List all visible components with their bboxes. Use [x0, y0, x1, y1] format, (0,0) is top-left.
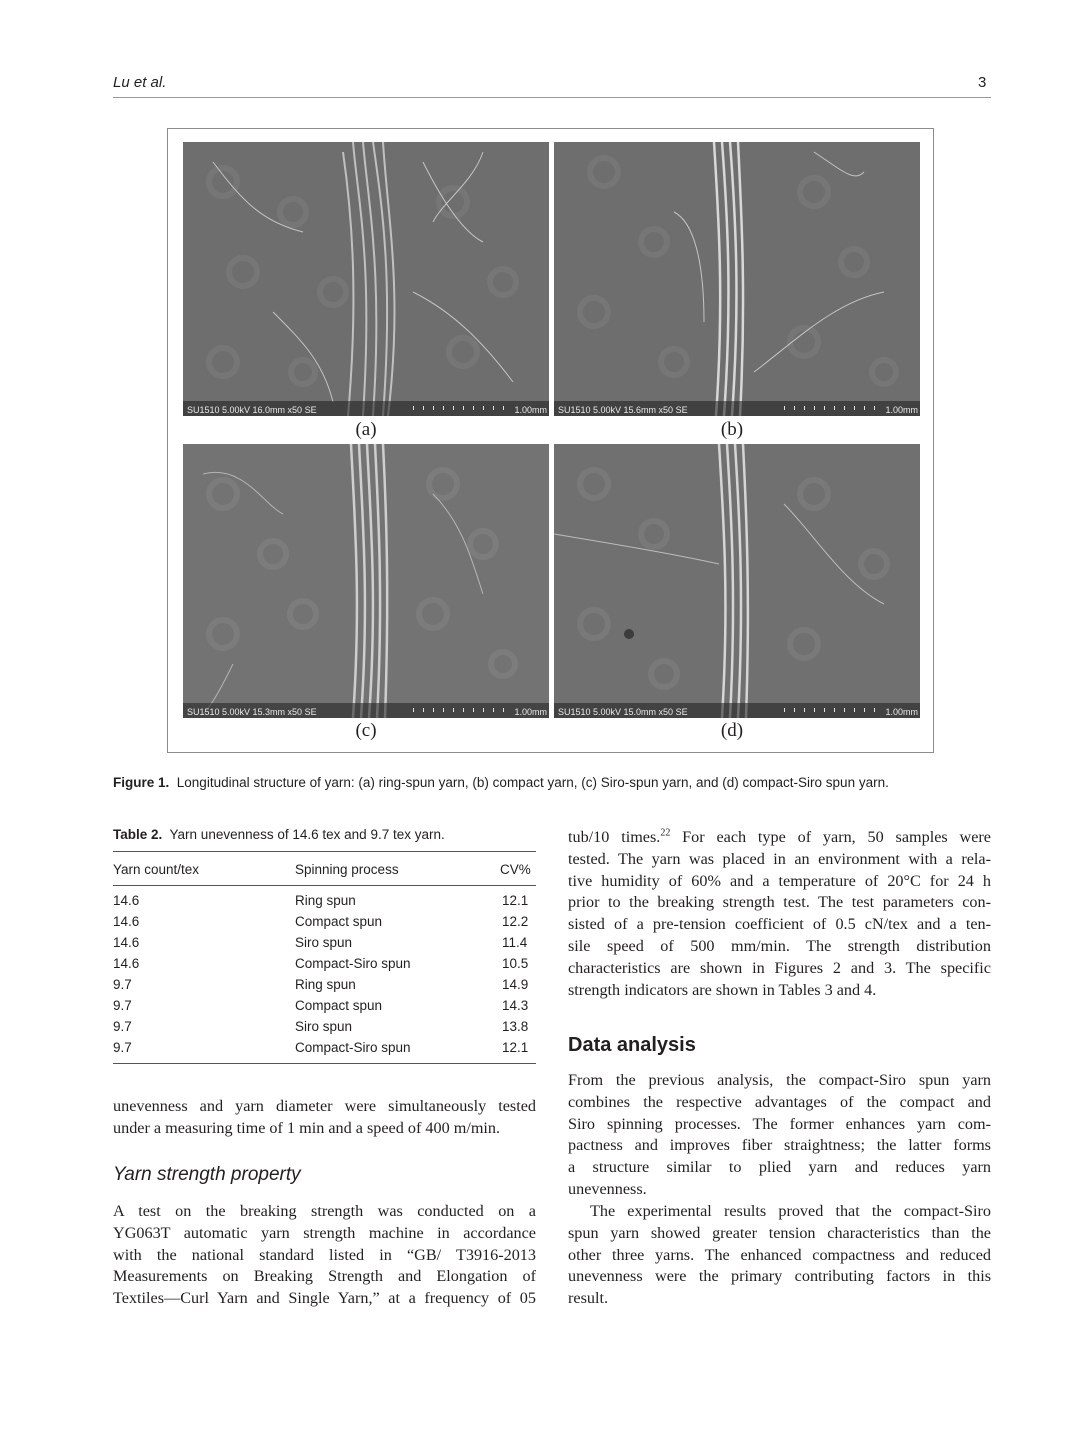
left-paragraph-2: [113, 1201, 536, 1310]
text-line: unevenness were the primary contributing factors in this: [568, 1267, 991, 1286]
sem-image-b: [554, 142, 920, 416]
table-cell: 12.1: [502, 1040, 529, 1055]
text-line: The experimental results proved that the compact-Siro: [590, 1202, 991, 1220]
table-cell: 9.7: [113, 998, 132, 1013]
table-cell: Compact-Siro spun: [295, 1040, 411, 1055]
text-line: pactness and improves fiber straightness; the latter forms: [568, 1136, 991, 1155]
table-cell: Compact spun: [295, 914, 383, 929]
text-line: strength indicators are shown in Tables 3 and 4.: [568, 980, 877, 999]
text-line: unevenness and yarn diameter were simultaneously tested: [113, 1097, 536, 1115]
scale-value-b: 1.00mm: [885, 405, 918, 415]
table-cell: Ring spun: [295, 893, 356, 908]
scale-ticks: [413, 406, 513, 410]
running-header-author: Lu et al.: [113, 74, 167, 91]
table-header-rule: [113, 885, 536, 886]
table-cell: Siro spun: [295, 935, 353, 950]
text-line: a structure similar to plied yarn and reduces yarn: [568, 1158, 991, 1177]
table-row: [113, 914, 536, 935]
table-caption-text: Yarn unevenness of 14.6 tex and 9.7 tex yarn.: [169, 827, 445, 842]
sem-panel-c: [183, 444, 549, 718]
table-cell: Ring spun: [295, 977, 356, 992]
sem-info-d: SU1510 5.00kV 15.0mm x50 SE: [558, 707, 688, 717]
table-cell: 9.7: [113, 1019, 132, 1034]
table-bottom-rule: [113, 1063, 536, 1064]
sem-panel-a: [183, 142, 549, 416]
table-caption: [113, 827, 445, 842]
right-paragraph-2: [568, 1070, 991, 1201]
table-cell: 10.5: [502, 956, 529, 971]
text-line: characteristics are shown in Figures 2 and 3. The specific: [568, 958, 991, 977]
panel-label-b: (b): [720, 419, 744, 440]
table-header-process: Spinning process: [295, 862, 399, 877]
left-paragraph-1: [113, 1096, 536, 1140]
text-fragment: For each type of yarn, 50 samples were: [670, 828, 991, 846]
table-cell: 14.6: [113, 914, 140, 929]
table-row: [113, 893, 536, 914]
page-number: 3: [978, 74, 987, 91]
panel-label-a: (a): [355, 419, 377, 440]
text-line: unevenness.: [568, 1179, 647, 1198]
table-cell: 12.2: [502, 914, 529, 929]
table-cell: 14.6: [113, 893, 140, 908]
text-line: combines the respective advantages of the compact and: [568, 1092, 991, 1111]
sem-image-c: [183, 444, 549, 718]
section-heading-yarn-strength: Yarn strength property: [113, 1164, 301, 1185]
text-line: other three yarns. The enhanced compactness and reduced: [568, 1245, 991, 1264]
table-row: [113, 1019, 536, 1040]
table-header-cv: CV%: [500, 862, 531, 877]
text-line: spun yarn showed greater tension characteristics than the: [568, 1223, 991, 1242]
table-header-count: Yarn count/tex: [113, 862, 200, 877]
table-cell: 12.1: [502, 893, 529, 908]
table-caption-label: Table 2.: [113, 827, 163, 842]
table-cell: 14.6: [113, 956, 140, 971]
scale-ticks: [413, 708, 513, 712]
table-row: [113, 977, 536, 998]
text-line: tive humidity of 60% and a temperature of 20°C for 24 h: [568, 871, 991, 890]
scale-value-c: 1.00mm: [514, 707, 547, 717]
text-line: Textiles—Curl Yarn and Single Yarn,” at a frequency of 05: [113, 1289, 536, 1308]
section-heading-data-analysis: Data analysis: [568, 1034, 696, 1056]
figure-1: [167, 128, 934, 753]
header-rule: [113, 97, 991, 98]
text-line: sisted of a pre-tension coefficient of 0.5 cN/tex and a ten-: [568, 915, 991, 934]
figure-caption-text: Longitudinal structure of yarn: (a) ring-spun yarn, (b) compact yarn, (c) Siro-spun yarn, and (d) compact-Siro spun yarn.: [176, 775, 889, 790]
table-row: [113, 998, 536, 1019]
text-line: with the national standard listed in “GB/ T3916-2013: [113, 1245, 536, 1264]
table-cell: 11.4: [502, 935, 528, 950]
text-line: From the previous analysis, the compact-Siro spun yarn: [568, 1071, 991, 1089]
table-cell: Compact-Siro spun: [295, 956, 411, 971]
reference-superscript: 22: [660, 827, 671, 839]
sem-info-b: SU1510 5.00kV 15.6mm x50 SE: [558, 405, 688, 415]
right-paragraph-3: [568, 1201, 991, 1310]
text-fragment: tub/10 times.: [568, 828, 661, 846]
table-cell: 13.8: [502, 1019, 529, 1034]
table-row: [113, 935, 536, 956]
scale-ticks: [784, 708, 884, 712]
text-line: Siro spinning processes. The former enhances yarn com-: [568, 1114, 991, 1133]
sem-panel-d: [554, 444, 920, 718]
table-cell: Siro spun: [295, 1019, 353, 1034]
panel-label-c: (c): [355, 720, 377, 741]
right-paragraph-1: [568, 827, 991, 1001]
figure-caption: [113, 775, 991, 790]
table-cell: 14.6: [113, 935, 140, 950]
table-cell: 9.7: [113, 977, 132, 992]
scale-value-a: 1.00mm: [514, 405, 547, 415]
text-line: YG063T automatic yarn strength machine in accordance: [113, 1223, 536, 1242]
sem-image-d: [554, 444, 920, 718]
sem-panel-b: [554, 142, 920, 416]
table-cell: 9.7: [113, 1040, 132, 1055]
table-cell: 14.9: [502, 977, 529, 992]
table-row: [113, 1040, 536, 1061]
table-cell: Compact spun: [295, 998, 383, 1013]
figure-caption-label: Figure 1.: [113, 775, 170, 790]
panel-label-d: (d): [720, 720, 744, 741]
text-line: [568, 827, 991, 849]
scale-value-d: 1.00mm: [885, 707, 918, 717]
sem-info-a: SU1510 5.00kV 16.0mm x50 SE: [187, 405, 317, 415]
table-cell: 14.3: [502, 998, 529, 1013]
text-line: result.: [568, 1289, 609, 1308]
sem-info-c: SU1510 5.00kV 15.3mm x50 SE: [187, 707, 317, 717]
text-line: Measurements on Breaking Strength and Elongation of: [113, 1267, 536, 1286]
scale-ticks: [784, 406, 884, 410]
sem-image-a: [183, 142, 549, 416]
text-line: under a measuring time of 1 min and a speed of 400 m/min.: [113, 1118, 501, 1137]
table-top-rule: [113, 851, 536, 852]
text-line: tested. The yarn was placed in an environment with a rela-: [568, 849, 991, 868]
table-row: [113, 956, 536, 977]
text-line: A test on the breaking strength was conducted on a: [113, 1202, 536, 1220]
text-line: prior to the breaking strength test. The test parameters con-: [568, 893, 991, 912]
text-line: sile speed of 500 mm/min. The strength distribution: [568, 936, 991, 955]
